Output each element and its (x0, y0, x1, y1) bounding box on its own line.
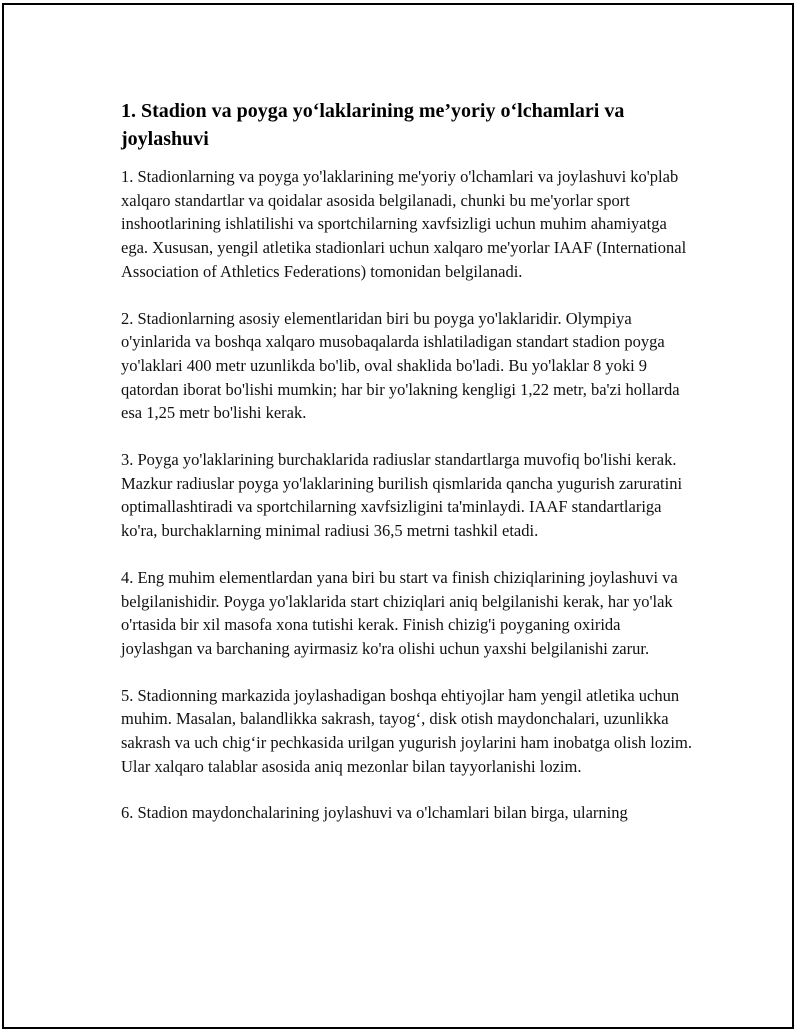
paragraph-2: 2. Stadionlarning asosiy elementlaridan biri bu poyga yo'laklaridir. Olympiya o'yinlarida va boshqa xalqaro musobaqalarda ishlatiladigan standart stadion poyga yo'laklari 400 metr uzunlikda bo'lib, oval shaklida bo'ladi. Bu yo'laklar 8 yoki 9 qatordan iborat bo'lishi mumkin; har bir yo'lakning kengligi 1,22 metr, ba'zi hollarda esa 1,25 metr bo'lishi kerak. (121, 308, 680, 423)
paragraph-5: 5. Stadionning markazida joylashadigan boshqa ehtiyojlar ham yengil atletika uchun muhim. Masalan, balandlikka sakrash, tayog‘, disk otish maydonchalari, uzunlikka sakrash va uch chig‘ir pechkasida urilgan yugurish joylarini ham inobatga olish lozim. Ular xalqaro talablar asosida aniq mezonlar bilan tayyorlanishi lozim. (121, 685, 692, 776)
paragraph-6: 6. Stadion maydonchalarining joylashuvi va o'lchamlari bilan birga, ularning (121, 803, 628, 823)
page-frame (2, 3, 794, 1029)
section-heading: 1. Stadion va poyga yo‘laklarining me’yoriy o‘lchamlari va joylashuvi (121, 100, 625, 150)
paragraph-1: 1. Stadionlarning va poyga yo'laklarining me'yoriy o'lchamlari va joylashuvi ko'plab xalqaro standartlar va qoidalar asosida belgilanadi, chunki bu me'yorlar sport inshootlarining ishlatilishi va sportchilarning xavfsizligi uchun muhim ahamiyatga ega. Xususan, yengil atletika stadionlari uchun xalqaro me'yorlar IAAF (International Association of Athletics Federations) tomonidan belgilanadi. (121, 167, 687, 281)
paragraph-4: 4. Eng muhim elementlardan yana biri bu start va finish chiziqlarining joylashuvi va belgilanishidir. Poyga yo'laklarida start chiziqlari aniq belgilanishi kerak, har yo'lak o'rtasida bir xil masofa xona tutishi kerak. Finish chizig'i poyganing oxirida joylashgan va barchaning ayirmasiz ko'ra olishi uchun yaxshi belgilanishi zarur. (121, 567, 678, 658)
document-body (121, 97, 696, 848)
paragraph-3: 3. Poyga yo'laklarining burchaklarida radiuslar standartlarga muvofiq bo'lishi kerak. Mazkur radiuslar poyga yo'laklarining burilish qismlarida qancha yugurish zaruratini optimallashtiradi va sportchilarning xavfsizligini ta'minlaydi. IAAF standartlariga ko'ra, burchaklarning minimal radiusi 36,5 metrni tashkil etadi. (121, 450, 683, 541)
